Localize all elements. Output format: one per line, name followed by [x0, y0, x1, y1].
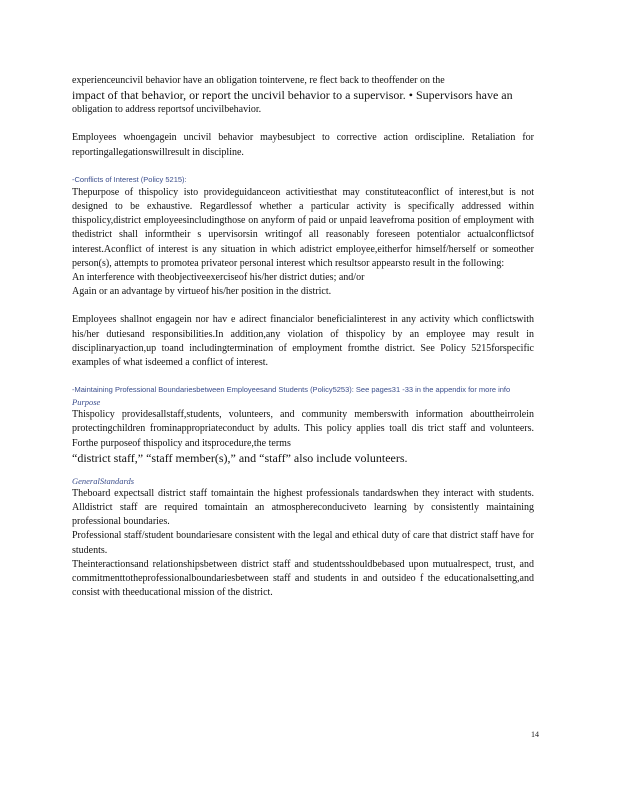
paragraph: Professional staff/student boundariesare consistent with the legal and ethical duty of care that district staff have for students. — [72, 530, 534, 556]
paragraph: Theboard expectsall district staff tomaintain the highest professionals tandardswhen they interact with students. Alldistrict staff are required tomaintain an atmosphereconduciveto learning by consistently maintaining professional boundaries. — [72, 487, 534, 528]
list-item — [72, 285, 534, 299]
subheading-purpose: Purpose — [72, 397, 101, 408]
paragraph: Thepurpose of thispolicy isto provideguidanceon activitiesthat may constituteaconflict of interest,but is not designed to be exhaustive. Regardlessof whether a particular activity is specifically addressed within thispolicy,district employeesincludingthose on anyform of paid or unpaid leavefroma position of employment with thedistrict shall informtheir s upervisorsin writingof all reasonably foreseen potentialor actualconflictsof interest.Aconflict of interest is any situation in which adistrict employee,eitherfor himself/herself or someother person(s), attempts to promotea privateor personal interest which resultsor appearsto result in the following: — [72, 186, 534, 269]
paragraph: Theinteractionsand relationshipsbetween district staff and studentsshouldbebased upon mutualrespect, trust, and commitmenttotheprofessionalboundariesbetween staff and students in and outsideo f the educationalsetting,and consist with theeducational mission of the district. — [72, 558, 534, 599]
paragraph-line: obligation to address reportsof uncivilbehavior. — [72, 104, 262, 116]
subheading-general-standards: GeneralStandards — [72, 475, 135, 486]
list-item-text: An interference with theobjectiveexerciseof his/her district duties; and/or — [72, 272, 365, 284]
list-item-text: Again or an advantage by virtueof his/her position in the district. — [72, 286, 332, 298]
paragraph: Thispolicy providesallstaff,students, volunteers, and community memberswith information abouttheirrolein protectingchildren frominappropriateconduct by adults. This policy applies toall dis trict staff and volunteers. Forthe purposeof thispolicy and itsprocedure,the terms — [72, 409, 534, 449]
document-page — [72, 74, 534, 600]
section-heading-conflicts: -Conflicts of Interest (Policy 5215): — [72, 174, 187, 184]
list-item — [72, 271, 534, 285]
paragraph: Employees shallnot engagein nor hav e adirect financialor beneficialinterest in any activity which conflictswith his/her dutiesand responsibilities.In addition,any violation of thispolicy by an employee may result in disciplinaryaction,up toand includingtermination of employment fromthe district. See Policy 5215forspecific examples of what isdeemed a conflict of interest. — [72, 314, 534, 369]
paragraph: Employees whoengagein uncivil behavior maybesubject to corrective action ordiscipline. Retaliation for reportingallegationswillresult in discipline. — [72, 132, 534, 158]
paragraph-line: “district staff,” “staff member(s),” and “staff” also include volunteers. — [72, 450, 408, 465]
page-number: 14 — [531, 730, 539, 739]
paragraph-line: impact of that behavior, or report the uncivil behavior to a supervisor. • Supervisors have an — [72, 88, 513, 103]
section-heading-boundaries: -Maintaining Professional Boundariesbetween Employeesand Students (Policy5253): See pages31 -33 in the appendix for more info — [72, 385, 511, 395]
paragraph-line: experienceuncivil behavior have an obligation tointervene, re flect back to theoffender on the — [72, 75, 445, 86]
